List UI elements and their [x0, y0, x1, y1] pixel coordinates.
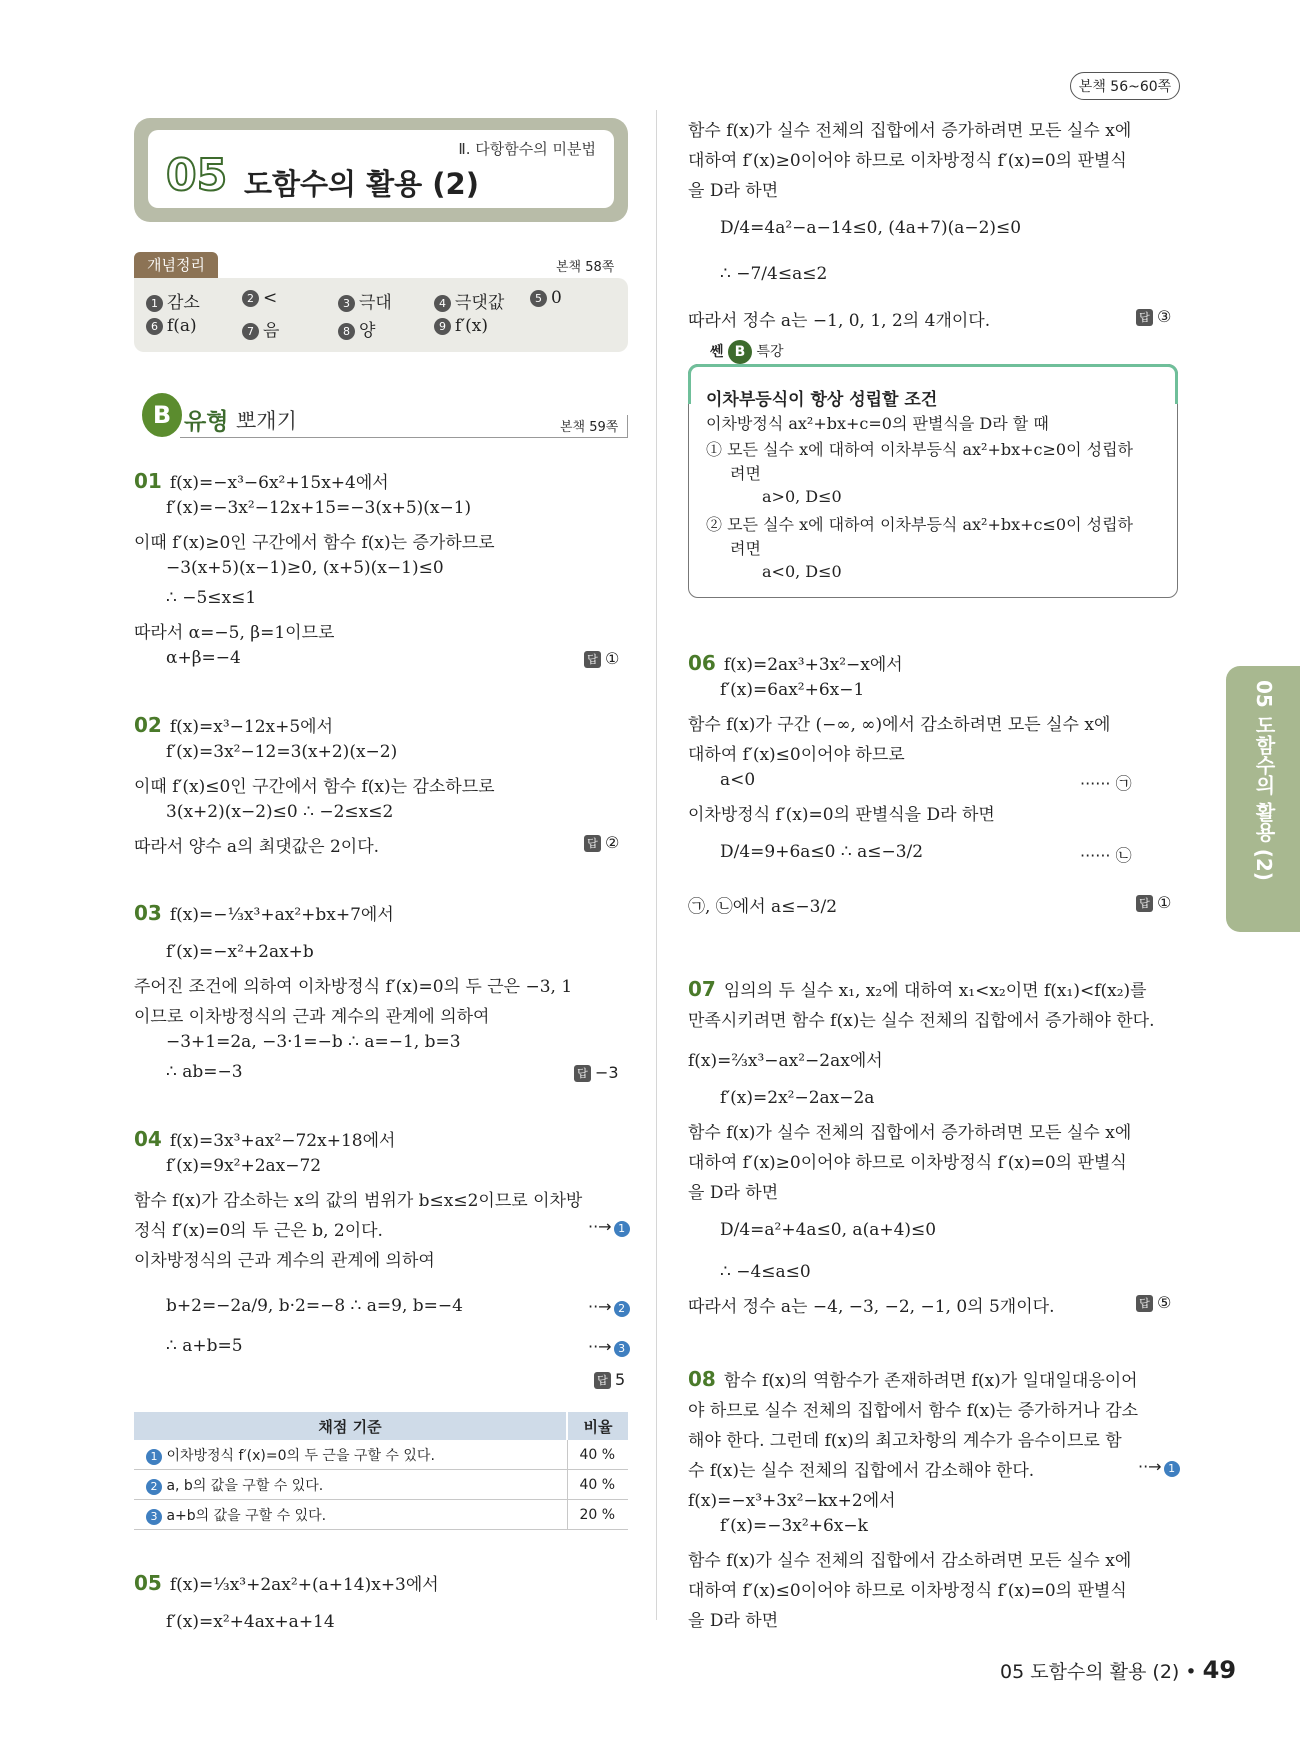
answer-mark: 답 −3	[574, 1063, 619, 1082]
solution-line: 07 임의의 두 실수 x₁, x₂에 대하여 x₁<x₂이면 f(x₁)<f(x₂)를	[688, 977, 1147, 1001]
step-marker: ··→ 2	[588, 1297, 630, 1317]
solution-line: D/4=a²+4a≤0, a(a+4)≤0	[720, 1220, 937, 1240]
solution-line: 3(x+2)(x−2)≤0 ∴ −2≤x≤2	[166, 802, 394, 822]
solution-line: 함수 f(x)가 실수 전체의 집합에서 감소하려면 모든 실수 x에	[688, 1551, 1132, 1571]
concept-tag: 개념정리	[134, 252, 218, 278]
concept-box-title: 이차부등식이 항상 성립할 조건	[706, 390, 938, 410]
step-marker: ··→ 1	[588, 1217, 630, 1237]
concept-answer: 7 음	[242, 316, 279, 341]
solution-line: 해야 한다. 그런데 f(x)의 최고차항의 계수가 음수이므로 함	[688, 1431, 1122, 1451]
column-divider	[656, 110, 657, 1620]
solution-line: 04 f(x)=3x³+ax²−72x+18에서	[134, 1127, 396, 1151]
solution-line: 08 함수 f(x)의 역함수가 존재하려면 f(x)가 일대일대응이어	[688, 1367, 1138, 1391]
solution-line: f′(x)=x²+4ax+a+14	[166, 1612, 335, 1632]
concept-box-line: a>0, D≤0	[762, 487, 842, 506]
solution-line: 이차방정식의 근과 계수의 관계에 의하여	[134, 1251, 435, 1271]
section-badge: B	[142, 393, 182, 437]
page-reference-badge: 본책 56~60쪽	[1070, 72, 1180, 100]
solution-line: 대하여 f′(x)≥0이어야 하므로 이차방정식 f′(x)=0의 판별식	[688, 151, 1127, 171]
solution-line: 대하여 f′(x)≤0이어야 하므로 이차방정식 f′(x)=0의 판별식	[688, 1581, 1127, 1601]
solution-line: a<0	[720, 770, 756, 790]
solution-line: f′(x)=6ax²+6x−1	[720, 680, 865, 700]
solution-line: 06 f(x)=2ax³+3x²−x에서	[688, 651, 903, 675]
solution-line: 이므로 이차방정식의 근과 계수의 관계에 의하여	[134, 1007, 490, 1027]
table-row: 1 이차방정식 f′(x)=0의 두 근을 구할 수 있다. 40 %	[134, 1440, 628, 1470]
solution-line: b+2=−2a/9, b·2=−8 ∴ a=9, b=−4	[166, 1296, 463, 1316]
solution-line: ㉠, ㉡에서 a≤−3/2	[688, 897, 838, 917]
solution-line: f′(x)=−x²+2ax+b	[166, 942, 314, 962]
concept-answer: 9 f′(x)	[434, 316, 488, 336]
chapter-title-box	[134, 118, 628, 222]
answer-mark: 답 ①	[1136, 893, 1171, 912]
solution-line: 주어진 조건에 의하여 이차방정식 f′(x)=0의 두 근은 −3, 1	[134, 977, 573, 997]
section-header	[118, 393, 628, 441]
grading-header: 채점 기준	[134, 1412, 567, 1440]
solution-line: 수 f(x)는 실수 전체의 집합에서 감소해야 한다.	[688, 1461, 1035, 1481]
page-footer: 05 도함수의 활용 (2) • 49	[1000, 1656, 1237, 1684]
solution-line: 대하여 f′(x)≥0이어야 하므로 이차방정식 f′(x)=0의 판별식	[688, 1153, 1127, 1173]
chapter-title: 도함수의 활용 (2)	[244, 167, 479, 201]
equation-marker: ······ ㉠	[1080, 774, 1132, 793]
solution-line: 함수 f(x)가 감소하는 x의 값의 범위가 b≤x≤2이므로 이차방	[134, 1191, 583, 1211]
chapter-subtitle: Ⅱ. 다항함수의 미분법	[458, 140, 596, 158]
solution-line: 함수 f(x)가 구간 (−∞, ∞)에서 감소하려면 모든 실수 x에	[688, 715, 1111, 735]
solution-line: 을 D라 하면	[688, 1183, 779, 1203]
solution-line: ∴ a+b=5	[166, 1336, 243, 1356]
answer-mark: 답 ⑤	[1136, 1293, 1171, 1312]
solution-line: f′(x)=2x²−2ax−2a	[720, 1088, 875, 1108]
concept-box-line: 려면	[730, 464, 761, 483]
solution-line: ∴ −4≤a≤0	[720, 1262, 811, 1282]
solution-line: 따라서 양수 a의 최댓값은 2이다.	[134, 837, 380, 857]
solution-line: 03 f(x)=−⅓x³+ax²+bx+7에서	[134, 901, 394, 925]
solution-line: 정식 f′(x)=0의 두 근은 b, 2이다.	[134, 1221, 383, 1241]
solution-line: 이때 f′(x)≤0인 구간에서 함수 f(x)는 감소하므로	[134, 777, 495, 797]
equation-marker: ······ ㉡	[1080, 846, 1132, 865]
section-ref: 본책 59쪽	[560, 420, 619, 435]
solution-line: 을 D라 하면	[688, 181, 779, 201]
solution-line: 02 f(x)=x³−12x+5에서	[134, 713, 334, 737]
concept-answer: 8 양	[338, 316, 375, 341]
concept-box-line: 이차방정식 ax²+bx+c=0의 판별식을 D라 할 때	[706, 414, 1049, 433]
concept-answer: 3 극대	[338, 288, 392, 313]
answer-mark: 답 5	[594, 1370, 625, 1389]
special-lecture-tag: 쎈 B 특강	[710, 340, 784, 364]
section-title: 유형	[184, 409, 229, 435]
solution-line: 함수 f(x)가 실수 전체의 집합에서 증가하려면 모든 실수 x에	[688, 121, 1132, 141]
grading-header: 비율	[567, 1412, 628, 1440]
solution-line: −3+1=2a, −3·1=−b ∴ a=−1, b=3	[166, 1032, 461, 1052]
solution-line: f(x)=−x³+3x²−kx+2에서	[688, 1491, 896, 1511]
concept-answer: 2 <	[242, 288, 277, 308]
solution-line: 만족시키려면 함수 f(x)는 실수 전체의 집합에서 증가해야 한다.	[688, 1011, 1155, 1031]
concept-box-line: ② 모든 실수 x에 대하여 이차부등식 ax²+bx+c≤0이 성립하	[706, 515, 1133, 534]
solution-line: α+β=−4	[166, 648, 241, 668]
grading-table	[134, 1412, 628, 1530]
concept-box-line: a<0, D≤0	[762, 562, 842, 581]
chapter-side-tab-label: 05 도함수의 활용 (2)	[1252, 680, 1276, 881]
concept-answer: 1 감소	[146, 288, 200, 313]
solution-line: 이때 f′(x)≥0인 구간에서 함수 f(x)는 증가하므로	[134, 533, 495, 553]
solution-line: f′(x)=3x²−12=3(x+2)(x−2)	[166, 742, 398, 762]
solution-line: 따라서 정수 a는 −1, 0, 1, 2의 4개이다.	[688, 311, 991, 331]
table-row: 2 a, b의 값을 구할 수 있다. 40 %	[134, 1470, 628, 1500]
step-marker: ··→ 3	[588, 1337, 630, 1357]
solution-line: f′(x)=−3x²+6x−k	[720, 1516, 868, 1536]
solution-line: 01 f(x)=−x³−6x²+15x+4에서	[134, 469, 389, 493]
answer-mark: 답 ①	[584, 649, 619, 668]
solution-line: ∴ ab=−3	[166, 1062, 243, 1082]
solution-line: 함수 f(x)가 실수 전체의 집합에서 증가하려면 모든 실수 x에	[688, 1123, 1132, 1143]
solution-line: −3(x+5)(x−1)≥0, (x+5)(x−1)≤0	[166, 558, 444, 578]
solution-line: ∴ −5≤x≤1	[166, 588, 257, 608]
solution-line: 05 f(x)=⅓x³+2ax²+(a+14)x+3에서	[134, 1571, 439, 1595]
answer-mark: 답 ②	[584, 833, 619, 852]
solution-line: 따라서 정수 a는 −4, −3, −2, −1, 0의 5개이다.	[688, 1297, 1055, 1317]
solution-line: 이차방정식 f′(x)=0의 판별식을 D라 하면	[688, 805, 995, 825]
solution-line: 대하여 f′(x)≤0이어야 하므로	[688, 745, 905, 765]
answer-mark: 답 ③	[1136, 307, 1171, 326]
concept-answer-box	[134, 278, 628, 352]
solution-line: D/4=4a²−a−14≤0, (4a+7)(a−2)≤0	[720, 218, 1022, 238]
solution-line: f(x)=⅔x³−ax²−2ax에서	[688, 1051, 883, 1071]
concept-answer: 4 극댓값	[434, 288, 504, 313]
solution-line: D/4=9+6a≤0 ∴ a≤−3/2	[720, 842, 924, 862]
solution-line: f′(x)=−3x²−12x+15=−3(x+5)(x−1)	[166, 498, 472, 518]
table-row: 3 a+b의 값을 구할 수 있다. 20 %	[134, 1500, 628, 1530]
page-number: 49	[1202, 1656, 1237, 1684]
chapter-number: 05	[166, 150, 228, 201]
solution-line: 따라서 α=−5, β=1이므로	[134, 623, 335, 643]
concept-box-line: 려면	[730, 539, 761, 558]
concept-box-line: ① 모든 실수 x에 대하여 이차부등식 ax²+bx+c≥0이 성립하	[706, 440, 1133, 459]
concept-answer: 5 0	[530, 288, 562, 308]
concept-ref: 본책 58쪽	[556, 260, 615, 275]
concept-answer: 6 f(a)	[146, 316, 197, 336]
solution-line: 을 D라 하면	[688, 1611, 779, 1631]
step-marker: ··→ 1	[1138, 1457, 1180, 1477]
solution-line: 야 하므로 실수 전체의 집합에서 함수 f(x)는 증가하거나 감소	[688, 1401, 1139, 1421]
solution-line: ∴ −7/4≤a≤2	[720, 264, 828, 284]
solution-line: f′(x)=9x²+2ax−72	[166, 1156, 322, 1176]
section-title-rest: 뽀개기	[236, 409, 297, 433]
